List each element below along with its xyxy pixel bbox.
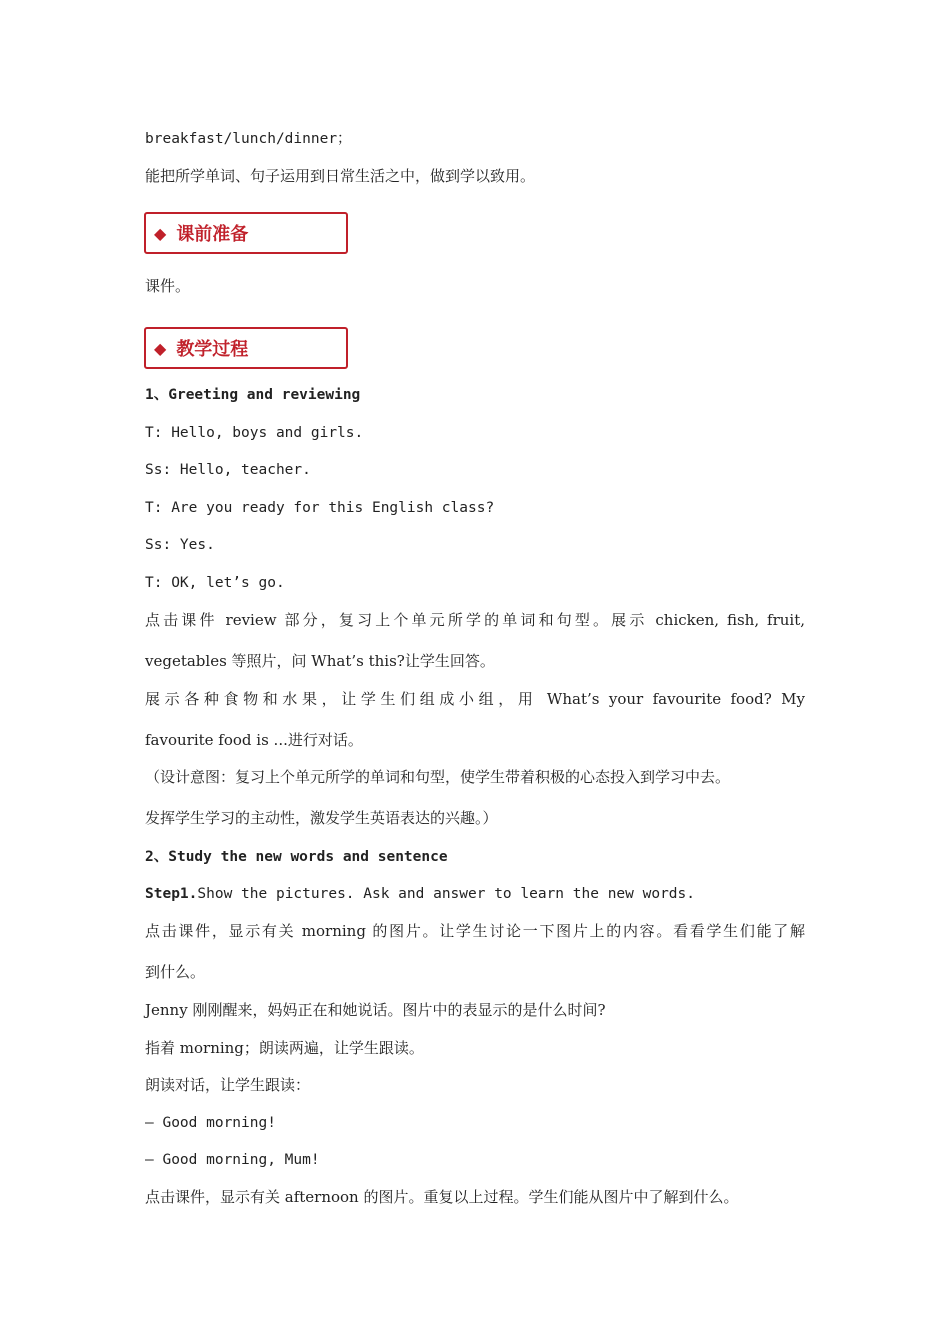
step-heading-greeting: 1、Greeting and reviewing: [145, 387, 361, 403]
paragraph-line: 到什么。: [145, 963, 206, 981]
paragraph-line: 朗读对话，让学生跟读：: [145, 1076, 311, 1094]
paragraph-line: 展示各种食物和水果，让学生们组成小组，用 What’s your favourite food? My: [145, 690, 805, 708]
step1-line: [145, 884, 695, 904]
paragraph-line: 点击课件，显示有关 morning 的图片。让学生讨论一下图片上的内容。看看学生们能了解: [145, 922, 805, 940]
dialogue-line: — Good morning!: [145, 1115, 276, 1131]
diamond-icon: ◆: [154, 338, 167, 358]
dialogue-line: — Good morning, Mum!: [145, 1152, 320, 1168]
section-header-process: [144, 327, 348, 369]
prep-materials-line: 课件。: [145, 277, 191, 295]
step-heading-new-words: 2、Study the new words and sentence: [145, 849, 448, 865]
dialogue-line: T: Are you ready for this English class?: [145, 500, 495, 516]
design-intent-line: 发挥学生学习的主动性，激发学生英语表达的兴趣。）: [145, 809, 498, 827]
paragraph-line: vegetables 等照片，问 What’s this?让学生回答。: [145, 652, 495, 670]
section-title-prep: 课前准备: [176, 224, 249, 245]
section-title-process: 教学过程: [176, 339, 249, 360]
paragraph-line: favourite food is ...进行对话。: [145, 731, 363, 749]
step1-label: Step1.: [145, 886, 198, 902]
objective-meals-line: breakfast/lunch/dinner；: [145, 131, 352, 147]
paragraph-line: 点击课件 review 部分，复习上个单元所学的单词和句型。展示 chicken, fish, fruit,: [145, 611, 805, 629]
section-header-prep: [144, 212, 348, 254]
paragraph-line: Jenny 刚刚醒来，妈妈正在和她说话。图片中的表显示的是什么时间?: [145, 1001, 606, 1019]
design-intent-line: （设计意图：复习上个单元所学的单词和句型，使学生带着积极的心态投入到学习中去。: [145, 768, 731, 786]
paragraph-line: 指着 morning；朗读两遍，让学生跟读。: [145, 1039, 424, 1057]
paragraph-line: 点击课件，显示有关 afternoon 的图片。重复以上过程。学生们能从图片中了解到什么。: [145, 1188, 739, 1206]
step1-text: Show the pictures. Ask and answer to learn the new words.: [197, 886, 695, 902]
diamond-icon: ◆: [154, 223, 167, 243]
dialogue-line: T: Hello, boys and girls.: [145, 425, 364, 441]
dialogue-line: Ss: Yes.: [145, 537, 215, 553]
dialogue-line: T: OK, let’s go.: [145, 575, 285, 591]
dialogue-line: Ss: Hello, teacher.: [145, 462, 311, 478]
objective-apply-line: 能把所学单词、句子运用到日常生活之中，做到学以致用。: [145, 167, 536, 185]
